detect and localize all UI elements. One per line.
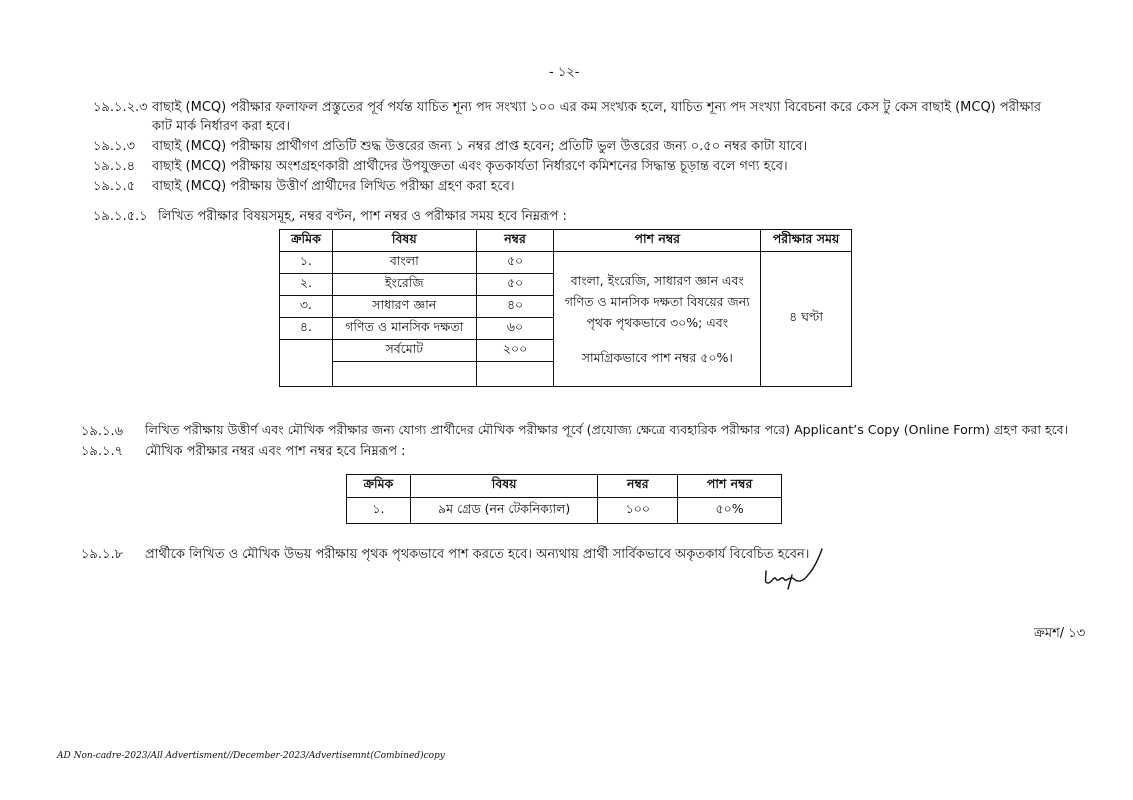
para-text: লিখিত পরীক্ষার বিষয়সমূহ, নম্বর বণ্টন, পাশ নম্বর ও পরীক্ষার সময় হবে নিম্নরূপ : [158,209,567,224]
cell-marks: ৬০ [476,318,554,340]
cell-subject: ইংরেজি [332,274,476,296]
para-number: ১৯.১.৪ [93,159,136,174]
cell-exam-time: ৪ ঘণ্টা [761,252,852,387]
cell-serial: ১. [347,498,411,524]
signature-icon [758,545,828,595]
pass-line: গণিত ও মানসিক দক্ষতা বিষয়ের জন্য [564,294,750,309]
written-exam-table [279,229,852,387]
header-serial: ক্রমিক [347,475,411,498]
para-text: বাছাই (MCQ) পরীক্ষায় উত্তীর্ণ প্রার্থীদের লিখিত পরীক্ষা গ্রহণ করা হবে। [152,179,515,194]
cell-marks: ৫০ [476,252,554,274]
para-text: বাছাই (MCQ) পরীক্ষায় প্রার্থীগণ প্রতিটি শুদ্ধ উত্তরের জন্য ১ নম্বর প্রাপ্ত হবেন; প্রতিটি ভুল উত্তরের জন্য ০.৫০ নম্বর কাটা যাবে। [152,139,808,154]
para-number: ১৯.১.৭ [81,444,124,459]
cell-total-label: সর্বমোট [332,340,476,362]
table-header-row [280,230,852,252]
header-pass-marks: পাশ নম্বর [554,230,761,252]
cell-subject: গণিত ও মানসিক দক্ষতা [332,318,476,340]
cell-subject: সাধারণ জ্ঞান [332,296,476,318]
para-text: বাছাই (MCQ) পরীক্ষার ফলাফল প্রস্তুতের পূর্ব পর্যন্ত যাচিত শূন্য পদ সংখ্যা ১০০ এর কম সংখ্যক হলে, যাচিত শূন্য পদ সংখ্যা বিবেচনা করে কেস টু কেস বাছাই (MCQ) পরীক্ষার [152,100,1042,115]
para-number: ১৯.১.৬ [81,424,124,439]
header-subject: বিষয় [332,230,476,252]
page-number: - ১২- [549,65,580,80]
header-marks: নম্বর [598,475,678,498]
para-text: বাছাই (MCQ) পরীক্ষায় অংশগ্রহণকারী প্রার্থীদের উপযুক্ততা এবং কৃতকার্যতা নির্ধারণে কমিশনের সিদ্ধান্ত চূড়ান্ত বলে গণ্য হবে। [152,159,788,174]
para-number: ১৯.১.৫.১ [93,209,148,224]
cell-serial: ২. [280,274,333,296]
para-text: মৌখিক পরীক্ষার নম্বর এবং পাশ নম্বর হবে নিম্নরূপ : [145,444,406,459]
header-pass-marks: পাশ নম্বর [678,475,782,498]
para-number: ১৯.১.৫ [93,179,136,194]
cell-serial: ৩. [280,296,333,318]
table-row [280,252,852,274]
table-header-row [347,475,782,498]
cell-pass-marks: ৫০% [678,498,782,524]
continued-marker: ক্রমশ/ ১৩ [1034,626,1086,641]
para-text: লিখিত পরীক্ষায় উত্তীর্ণ এবং মৌখিক পরীক্ষার জন্য যোগ্য প্রার্থীদের মৌখিক পরীক্ষার পূর্বে (প্রযোজ্য ক্ষেত্রে ব্যবহারিক পরীক্ষার পরে) Applicant’s Copy (Online Form) গ্রহণ করা হবে। [145,422,1069,437]
para-text: প্রার্থীকে লিখিত ও মৌখিক উভয় পরীক্ষায় পৃথক পৃথকভাবে পাশ করতে হবে। অন্যথায় প্রার্থী সার্বিকভাবে অকৃতকার্য বিবেচিত হবেন। [145,547,810,562]
para-number: ১৯.১.৩ [93,139,136,154]
cell-subject: ৯ম গ্রেড (নন টেকনিক্যাল) [410,498,598,524]
footer-file-path: AD Non-cadre-2023/All Advertisment//December-2023/Advertisemnt(Combined)copy [57,751,445,761]
pass-line: সামগ্রিকভাবে পাশ নম্বর ৫০%। [581,350,733,365]
cell-serial: ১. [280,252,333,274]
para-number: ১৯.১.৮ [81,547,124,562]
cell-subject: বাংলা [332,252,476,274]
header-exam-time: পরীক্ষার সময় [761,230,852,252]
cell-serial: ৪. [280,318,333,340]
cell-total-marks: ২০০ [476,340,554,362]
para-text-cont: কাট মার্ক নির্ধারণ করা হবে। [152,119,291,134]
para-number: ১৯.১.২.৩ [93,100,148,115]
cell-marks: ৫০ [476,274,554,296]
table-row [347,498,782,524]
cell-blank [476,362,554,387]
cell-blank [332,362,476,387]
header-marks: নম্বর [476,230,554,252]
header-subject: বিষয় [410,475,598,498]
cell-marks: ১০০ [598,498,678,524]
header-serial: ক্রমিক [280,230,333,252]
cell-serial-empty [280,340,333,387]
cell-pass-marks [554,252,761,387]
viva-exam-table [346,474,782,524]
pass-line: বাংলা, ইংরেজি, সাধারণ জ্ঞান এবং [570,273,744,288]
cell-marks: ৪০ [476,296,554,318]
pass-line: পৃথক পৃথকভাবে ৩০%; এবং [586,315,729,330]
